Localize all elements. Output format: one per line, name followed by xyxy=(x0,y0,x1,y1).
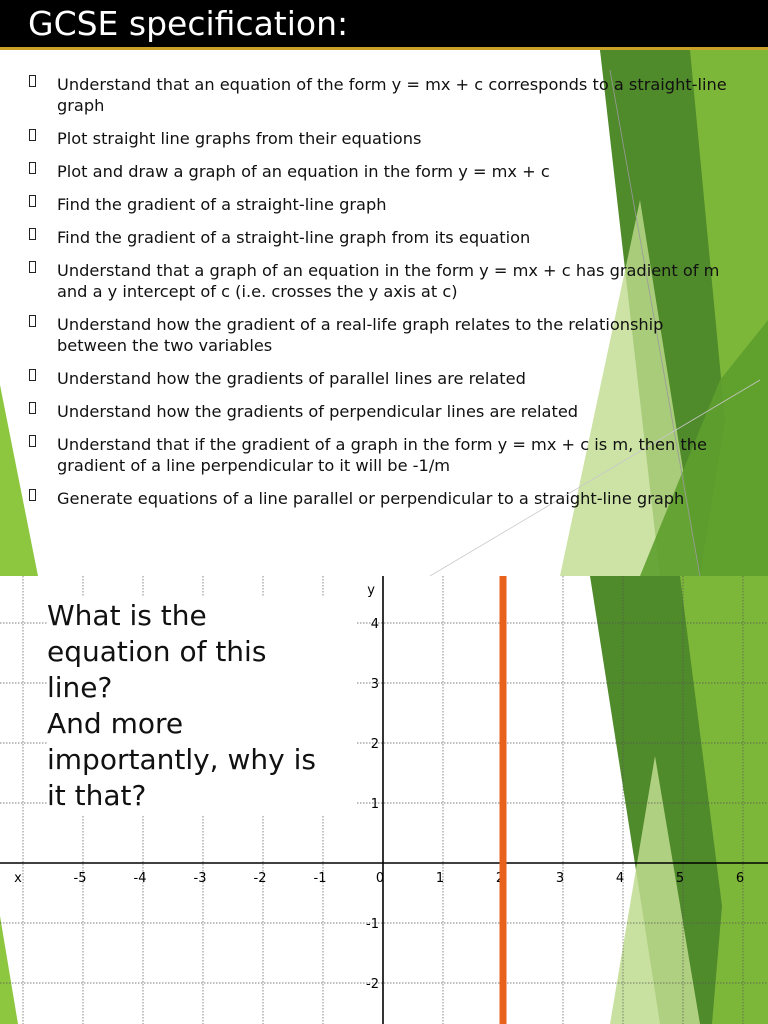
x-tick-label: -4 xyxy=(133,871,147,886)
y-tick-label: -1 xyxy=(366,917,379,932)
x-tick-label: -1 xyxy=(313,871,327,886)
y-axis-label: y xyxy=(367,583,375,598)
bullet-icon xyxy=(29,129,36,141)
x-tick-label: -3 xyxy=(193,871,207,886)
list-item: Understand that a graph of an equation in the form y = mx + c has gradient of m and a y intercept of c (i.e. crosses the y axis at c) xyxy=(0,260,768,302)
x-tick-label: -2 xyxy=(253,871,267,886)
bullet-icon xyxy=(29,162,36,174)
y-tick-label: 4 xyxy=(370,617,379,632)
x-axis-label: x xyxy=(14,871,22,886)
y-tick-label: 1 xyxy=(370,797,379,812)
y-tick-label: 3 xyxy=(370,677,379,692)
bullet-icon xyxy=(29,402,36,414)
list-item: Understand how the gradient of a real-life graph relates to the relationship between the two variables xyxy=(0,314,768,356)
x-tick-label: 6 xyxy=(735,871,745,886)
question-line: it that? xyxy=(47,779,147,812)
bullet-icon xyxy=(29,75,36,87)
x-tick-label: 4 xyxy=(615,871,625,886)
x-tick-label: 2 xyxy=(495,871,505,886)
question-line: importantly, why is xyxy=(47,743,316,776)
question-text xyxy=(47,596,357,816)
bullet-icon xyxy=(29,369,36,381)
question-line: What is the xyxy=(47,599,207,632)
list-item: Understand how the gradients of perpendicular lines are related xyxy=(0,401,768,422)
bullet-icon xyxy=(29,228,36,240)
bullet-icon xyxy=(29,261,36,273)
list-item: Find the gradient of a straight-line graph xyxy=(0,194,768,215)
question-line: And more xyxy=(47,707,184,740)
title-bar xyxy=(0,0,768,50)
list-item: Plot and draw a graph of an equation in the form y = mx + c xyxy=(0,161,768,182)
graph-slide xyxy=(0,576,768,1024)
x-tick-label: 5 xyxy=(675,871,685,886)
list-item: Understand that an equation of the form y = mx + c corresponds to a straight-line graph xyxy=(0,74,768,116)
bullet-icon xyxy=(29,195,36,207)
list-item: Understand how the gradients of parallel lines are related xyxy=(0,368,768,389)
question-line: equation of this xyxy=(47,635,267,668)
list-item: Find the gradient of a straight-line graph from its equation xyxy=(0,227,768,248)
y-tick-label: 2 xyxy=(370,737,379,752)
bullet-icon xyxy=(29,435,36,447)
x-tick-label: 0 xyxy=(375,871,385,886)
bullet-icon xyxy=(29,489,36,501)
y-tick-label: -2 xyxy=(366,977,379,992)
bullet-icon xyxy=(29,315,36,327)
list-item: Generate equations of a line parallel or perpendicular to a straight-line graph xyxy=(0,488,768,509)
slide-title: GCSE specification: xyxy=(28,4,349,43)
list-item: Understand that if the gradient of a graph in the form y = mx + c is m, then the gradient of a line perpendicular to it will be -1/m xyxy=(0,434,768,476)
list-item: Plot straight line graphs from their equations xyxy=(0,128,768,149)
x-tick-label: 3 xyxy=(555,871,565,886)
spec-list xyxy=(0,74,768,521)
x-tick-label: 1 xyxy=(435,871,445,886)
question-line: line? xyxy=(47,671,113,704)
x-tick-label: -5 xyxy=(73,871,87,886)
